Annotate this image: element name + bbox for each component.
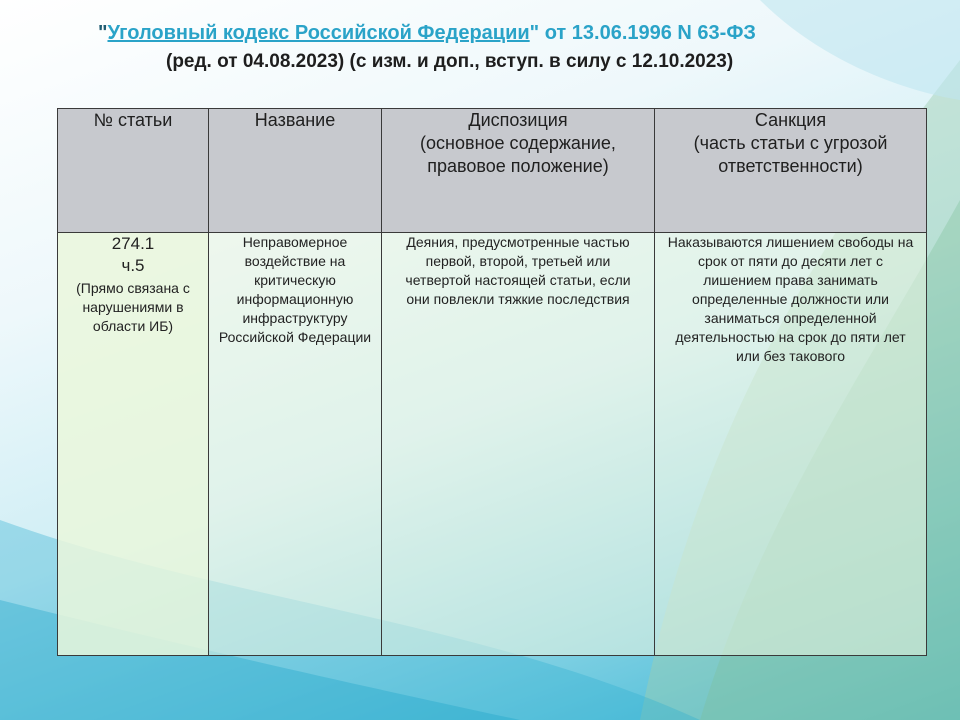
- article-disposition: Деяния, предусмотренные частью первой, второй, третьей или четвертой настоящей статьи, если они повлекли тяжкие последствия: [405, 234, 631, 307]
- article-sanction: Наказываются лишением свободы на срок от пяти до десяти лет с лишением права занимать определенные должности или заниматься определенной деятельностью на срок до пяти лет или без такового: [667, 234, 914, 364]
- article-note: (Прямо связана с нарушениями в области ИБ): [76, 280, 190, 334]
- table-header-row: [58, 109, 927, 233]
- header-article-number: [58, 109, 209, 233]
- cell-article-number: [58, 233, 209, 656]
- title-quote: ": [98, 22, 108, 44]
- header-sanction: [655, 109, 927, 233]
- law-table: [57, 108, 927, 656]
- title-rest: " от 13.06.1996 N 63-ФЗ: [529, 22, 756, 44]
- header-sanction-label: Санкция: [754, 110, 827, 130]
- header-article-number-label: № статьи: [93, 110, 173, 130]
- header-name-label: Название: [254, 110, 336, 130]
- table-row: [58, 233, 927, 656]
- page-title: [98, 22, 756, 45]
- article-part: ч.5: [121, 256, 145, 275]
- title-link[interactable]: Уголовный кодекс Российской Федерации: [107, 22, 530, 44]
- header-disposition: [382, 109, 655, 233]
- page-subtitle: (ред. от 04.08.2023) (с изм. и доп., вступ. в силу с 12.10.2023): [166, 51, 734, 72]
- cell-name: [209, 233, 382, 656]
- article-number: 274.1: [111, 234, 155, 253]
- article-name: Неправомерное воздействие на критическую информационную инфраструктуру Российской Федерации: [218, 234, 372, 345]
- cell-disposition: [382, 233, 655, 656]
- header-disposition-sublabel: (основное содержание, правовое положение): [420, 133, 616, 176]
- cell-sanction: [655, 233, 927, 656]
- header-disposition-label: Диспозиция: [468, 110, 568, 130]
- header-name: [209, 109, 382, 233]
- header-sanction-sublabel: (часть статьи с угрозой ответственности): [693, 133, 888, 176]
